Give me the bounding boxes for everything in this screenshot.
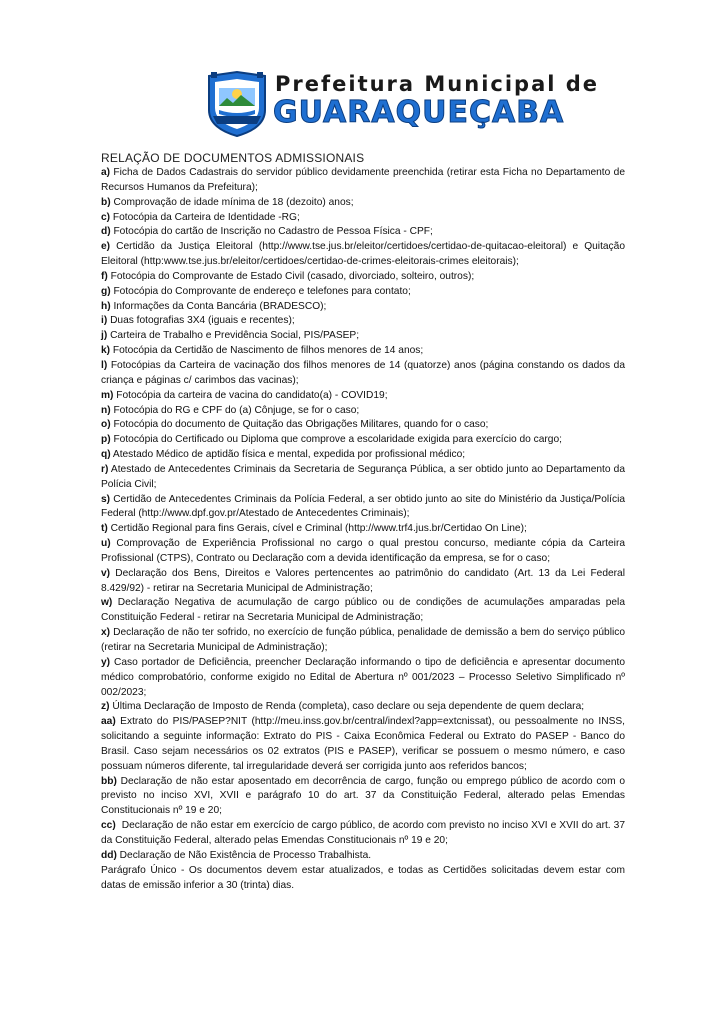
list-item <box>101 537 628 567</box>
list-item <box>101 240 628 270</box>
item-text: Fotocópia da carteira de vacina do candidato(a) - COVID19; <box>113 389 388 401</box>
item-letter: j) <box>101 330 108 342</box>
list-item <box>101 448 625 463</box>
list-item <box>101 433 625 448</box>
list-item <box>101 196 625 211</box>
list-item <box>101 819 628 849</box>
item-text: Certidão da Justiça Eleitoral (http://www.tse.jus.br/eleitor/certidoes/certidao-de-quitacao-eleitoral) e Quitação Eleitoral (http:www.tse.jus.br/eleitor/certidoes/certidao-de-crimes-eleitorais-crimes eleitorais); <box>101 241 628 268</box>
item-letter: f) <box>101 270 108 282</box>
list-item <box>101 270 625 285</box>
list-item <box>101 300 625 315</box>
item-letter: t) <box>101 523 108 535</box>
item-text: Fotocópia do RG e CPF do (a) Cônjuge, se for o caso; <box>110 404 360 416</box>
item-letter: s) <box>101 493 111 505</box>
list-item <box>101 626 628 656</box>
list-item <box>101 596 628 626</box>
list-item <box>101 359 628 389</box>
item-letter: dd) <box>101 849 117 861</box>
item-text: Fotocópia do documento de Quitação das Obrigações Militares, quando for o caso; <box>110 419 489 431</box>
list-item <box>101 225 625 240</box>
document-heading: RELAÇÃO DE DOCUMENTOS ADMISSIONAIS <box>101 151 365 165</box>
item-letter: n) <box>101 404 111 416</box>
list-item <box>101 285 625 300</box>
item-letter: z) <box>101 701 110 713</box>
item-letter: bb) <box>101 775 117 787</box>
item-letter: m) <box>101 389 114 401</box>
item-letter: d) <box>101 226 111 238</box>
item-text: Certidão Regional para fins Gerais, cível e Criminal (http://www.trf4.jus.br/Certidao On Line); <box>107 523 527 535</box>
item-text: Declaração Negativa de acumulação de cargo público ou de condições de acumulações amparadas pela Constituição Federal - retirar na Secretaria Municipal de Administração; <box>101 597 628 624</box>
list-item <box>101 849 625 864</box>
item-text: Informações da Conta Bancária (BRADESCO); <box>110 300 327 312</box>
list-item <box>101 404 625 419</box>
list-item <box>101 567 628 597</box>
list-item <box>101 656 628 701</box>
item-letter: g) <box>101 285 111 297</box>
closing-paragraph: Parágrafo Único - Os documentos devem estar atualizados, e todas as Certidões solicitadas devem estar com datas de emissão inferior a 30 (trinta) dias. <box>101 864 625 891</box>
item-letter: e) <box>101 241 111 253</box>
item-text: Atestado de Antecedentes Criminais da Secretaria de Segurança Pública, a ser obtido junto ao Departamento da Polícia Civil; <box>101 463 628 490</box>
list-item <box>101 418 625 433</box>
item-text: Caso portador de Deficiência, preencher Declaração informando o tipo de deficiência e apresentar documento médico comprobatório, conforme exigido no Edital de Abertura nº 001/2023 – Processo Seletivo Simplificado nº 002/2023; <box>101 656 628 698</box>
list-item <box>101 314 625 329</box>
requirements-list <box>101 166 628 864</box>
item-letter: l) <box>101 359 108 371</box>
item-letter: o) <box>101 419 111 431</box>
list-item <box>101 715 628 774</box>
item-letter: u) <box>101 538 111 550</box>
municipal-crest-icon <box>205 70 269 138</box>
item-letter: q) <box>101 449 111 461</box>
item-letter: v) <box>101 567 111 579</box>
list-item <box>101 522 625 537</box>
item-letter: a) <box>101 167 111 178</box>
document-body <box>101 150 628 893</box>
item-text: Fotocópia da Carteira de Identidade -RG; <box>110 211 300 223</box>
item-text: Fotocópia do Certificado ou Diploma que comprove a escolaridade exigida para exercício do cargo; <box>110 434 562 446</box>
item-letter: aa) <box>101 716 116 728</box>
item-letter: p) <box>101 434 111 446</box>
item-text: Fotocópia da Certidão de Nascimento de filhos menores de 14 anos; <box>110 345 424 357</box>
item-letter: b) <box>101 196 111 208</box>
header-title-line2: GUARAQUEÇABA <box>273 95 565 130</box>
list-item <box>101 389 625 404</box>
item-letter: x) <box>101 627 111 639</box>
item-text: Comprovação de idade mínima de 18 (dezoito) anos; <box>110 196 354 208</box>
item-text: Atestado Médico de aptidão física e mental, expedida por profissional médico; <box>110 449 466 461</box>
list-item <box>101 493 628 523</box>
item-text: Certidão de Antecedentes Criminais da Polícia Federal, a ser obtido junto ao site do Ministério da Justiça/Polícia Federal (http://www.dpf.gov.pr/Atestado de Antecedentes Criminais); <box>101 493 628 520</box>
item-text: Declaração de não estar aposentado em decorrência de cargo, função ou emprego público de acordo com o previsto no inciso XVI, XVII e parágrafo 10 do art. 37 da Constituição Federal, alterado pelas Emendas Constitucionais nº 19 e 20; <box>101 775 628 817</box>
item-text: Declaração dos Bens, Direitos e Valores pertencentes ao patrimônio do candidato (Art. 13 da Lei Federal 8.429/92) - retirar na Secretaria Municipal de Administração; <box>101 567 628 594</box>
item-text: Declaração de Não Existência de Processo Trabalhista. <box>116 849 372 861</box>
item-letter: h) <box>101 300 111 312</box>
letterhead <box>205 70 600 140</box>
item-letter: y) <box>101 656 111 668</box>
item-text: Ficha de Dados Cadastrais do servidor público devidamente preenchida (retirar esta Ficha no Departamento de Recursos Humanos da Prefeitura); <box>101 167 628 193</box>
item-text: Fotocópias da Carteira de vacinação dos filhos menores de 14 (quatorze) anos (página constando os dados da criança e páginas c/ carimbos das vacinas); <box>101 359 628 386</box>
item-letter: cc) <box>101 820 116 832</box>
item-letter: i) <box>101 315 108 327</box>
header-title-line1: Prefeitura Municipal de <box>275 72 600 96</box>
list-item <box>101 329 625 344</box>
item-letter: w) <box>101 597 113 609</box>
item-letter: k) <box>101 345 111 357</box>
list-item <box>101 344 625 359</box>
item-text: Fotocópia do cartão de Inscrição no Cadastro de Pessoa Física - CPF; <box>110 226 433 238</box>
item-text: Fotocópia do Comprovante de Estado Civil (casado, divorciado, solteiro, outros); <box>107 270 475 282</box>
item-text: Extrato do PIS/PASEP?NIT (http://meu.inss.gov.br/central/indexl?app=extcnissat), ou pessoalmente no INSS, solicitando a seguinte informação: Extrato do PIS - Caixa Econômica Federal ou Extrato do PASEP - Banco do Brasil. Caso sejam necessários os 02 extratos (PIS e PASEP), verificar se possuem o mesmo número, e caso possuam números diferente, tal irregularidade deverá ser corrigida junto aos referidos bancos; <box>101 716 628 772</box>
list-item <box>101 775 628 820</box>
item-text: Última Declaração de Imposto de Renda (completa), caso declare ou seja dependente de quem declara; <box>109 701 585 713</box>
item-text: Declaração de não ter sofrido, no exercício de função pública, penalidade de demissão a bem do serviço público (retirar na Secretaria Municipal de Administração); <box>101 627 628 653</box>
item-text: Fotocópia do Comprovante de endereço e telefones para contato; <box>110 285 411 297</box>
list-item <box>101 700 625 715</box>
item-text: Duas fotografias 3X4 (iguais e recentes); <box>107 315 295 327</box>
list-item <box>101 211 625 226</box>
list-item <box>101 166 628 196</box>
item-text: Declaração de não estar em exercício de cargo público, de acordo com previsto no inciso XVI e XVII do art. 37 da Constituição Federal, alterado pelas Emendas Constitucionais nº 19 e 20; <box>101 820 628 846</box>
item-text: Comprovação de Experiência Profissional no cargo o qual prestou concurso, mediante cópia da Carteira Profissional (CTPS), Contrato ou Declaração com a devida identificação da empresa, se for o caso; <box>101 538 628 564</box>
item-text: Carteira de Trabalho e Previdência Social, PIS/PASEP; <box>107 330 360 342</box>
item-letter: c) <box>101 211 111 223</box>
list-item <box>101 463 628 493</box>
item-letter: r) <box>101 463 109 475</box>
